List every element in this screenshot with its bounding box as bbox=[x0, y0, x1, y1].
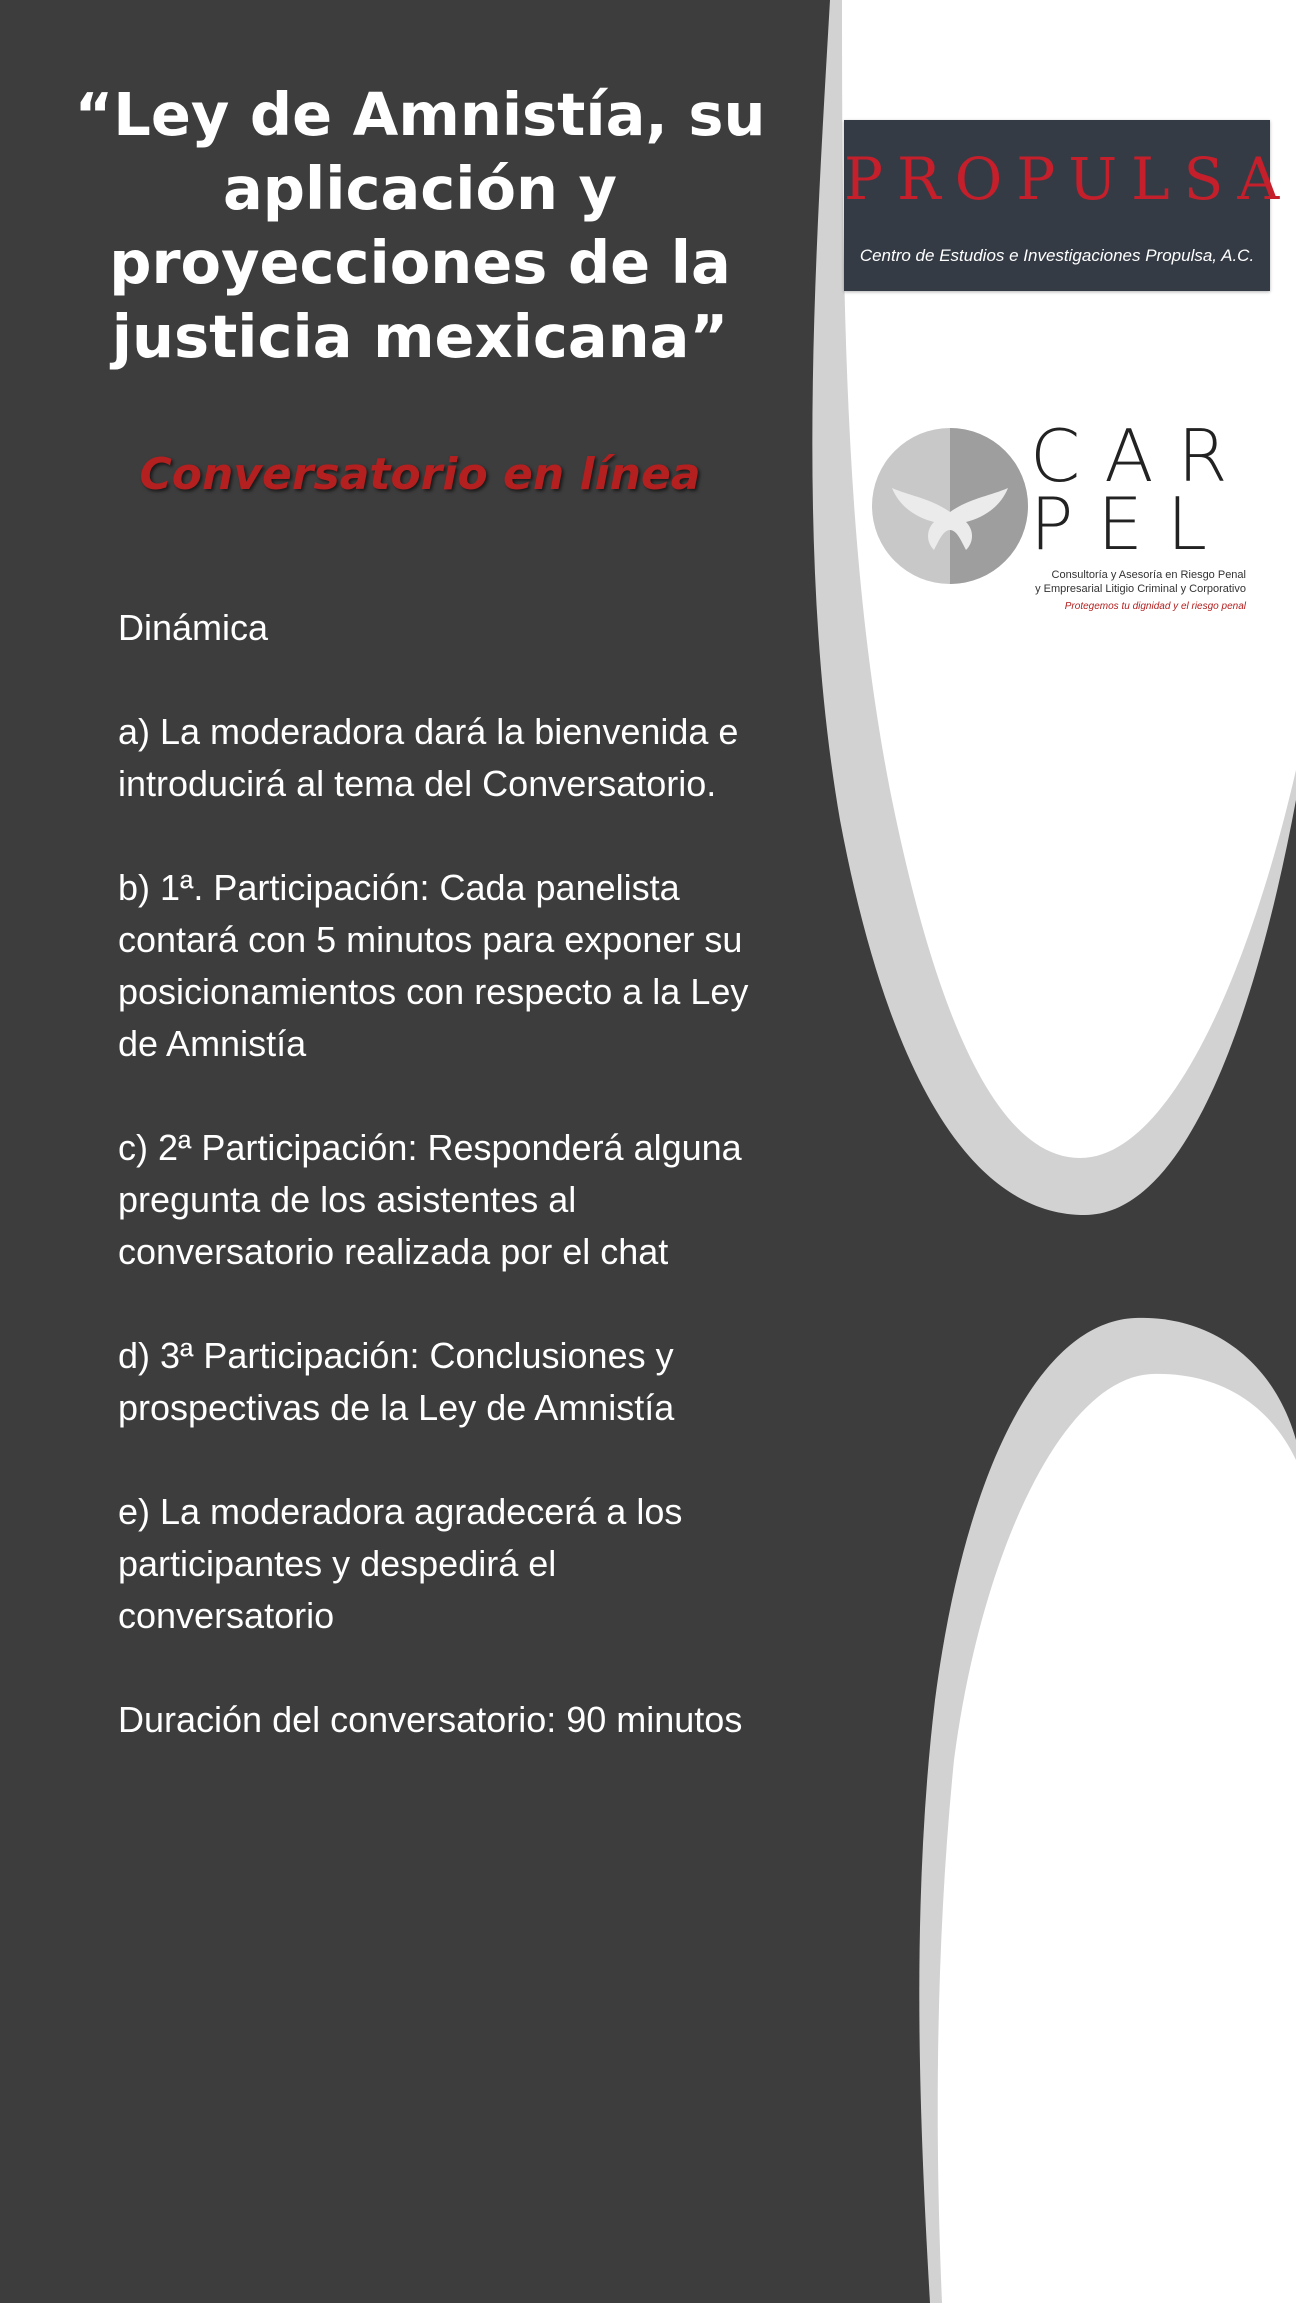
propulsa-wordmark: PROPULSA bbox=[844, 145, 1294, 213]
carpel-wordmark-top: CAR bbox=[1030, 414, 1252, 498]
duration-text: Duración del conversatorio: 90 minutos bbox=[118, 1699, 743, 1740]
agenda-heading: Dinámica bbox=[118, 607, 269, 648]
carpel-description-line: Consultoría y Asesoría en Riesgo Penal bbox=[1051, 569, 1246, 581]
propulsa-logo bbox=[844, 120, 1294, 291]
event-title: “Ley de Amnistía, su aplicación y proyecciones de la justicia mexicana” bbox=[74, 80, 766, 371]
agenda-item: d) 3ª Participación: Conclusiones y prospectivas de la Ley de Amnistía bbox=[118, 1335, 675, 1428]
carpel-logo bbox=[860, 414, 1280, 618]
carpel-tagline: Protegemos tu dignidad y el riesgo penal bbox=[1064, 601, 1246, 612]
carpel-description-line: y Empresarial Litigio Criminal y Corporativo bbox=[1035, 583, 1246, 595]
propulsa-subtitle: Centro de Estudios e Investigaciones Propulsa, A.C. bbox=[859, 246, 1255, 265]
agenda-block bbox=[118, 602, 758, 1798]
agenda-item: b) 1ª. Participación: Cada panelista contará con 5 minutos para exponer su posicionamientos con respecto a la Ley de Amnistía bbox=[118, 867, 749, 1064]
agenda-item: a) La moderadora dará la bienvenida e introducirá al tema del Conversatorio. bbox=[118, 711, 739, 804]
carpel-wordmark-bottom: PEL bbox=[1030, 482, 1232, 566]
agenda-item: c) 2ª Participación: Responderá alguna pregunta de los asistentes al conversatorio realizada por el chat bbox=[118, 1127, 742, 1272]
agenda-item: e) La moderadora agradecerá a los participantes y despedirá el conversatorio bbox=[118, 1491, 683, 1636]
event-subtitle: Conversatorio en línea bbox=[139, 449, 701, 500]
winged-emblem-icon bbox=[870, 426, 1030, 586]
